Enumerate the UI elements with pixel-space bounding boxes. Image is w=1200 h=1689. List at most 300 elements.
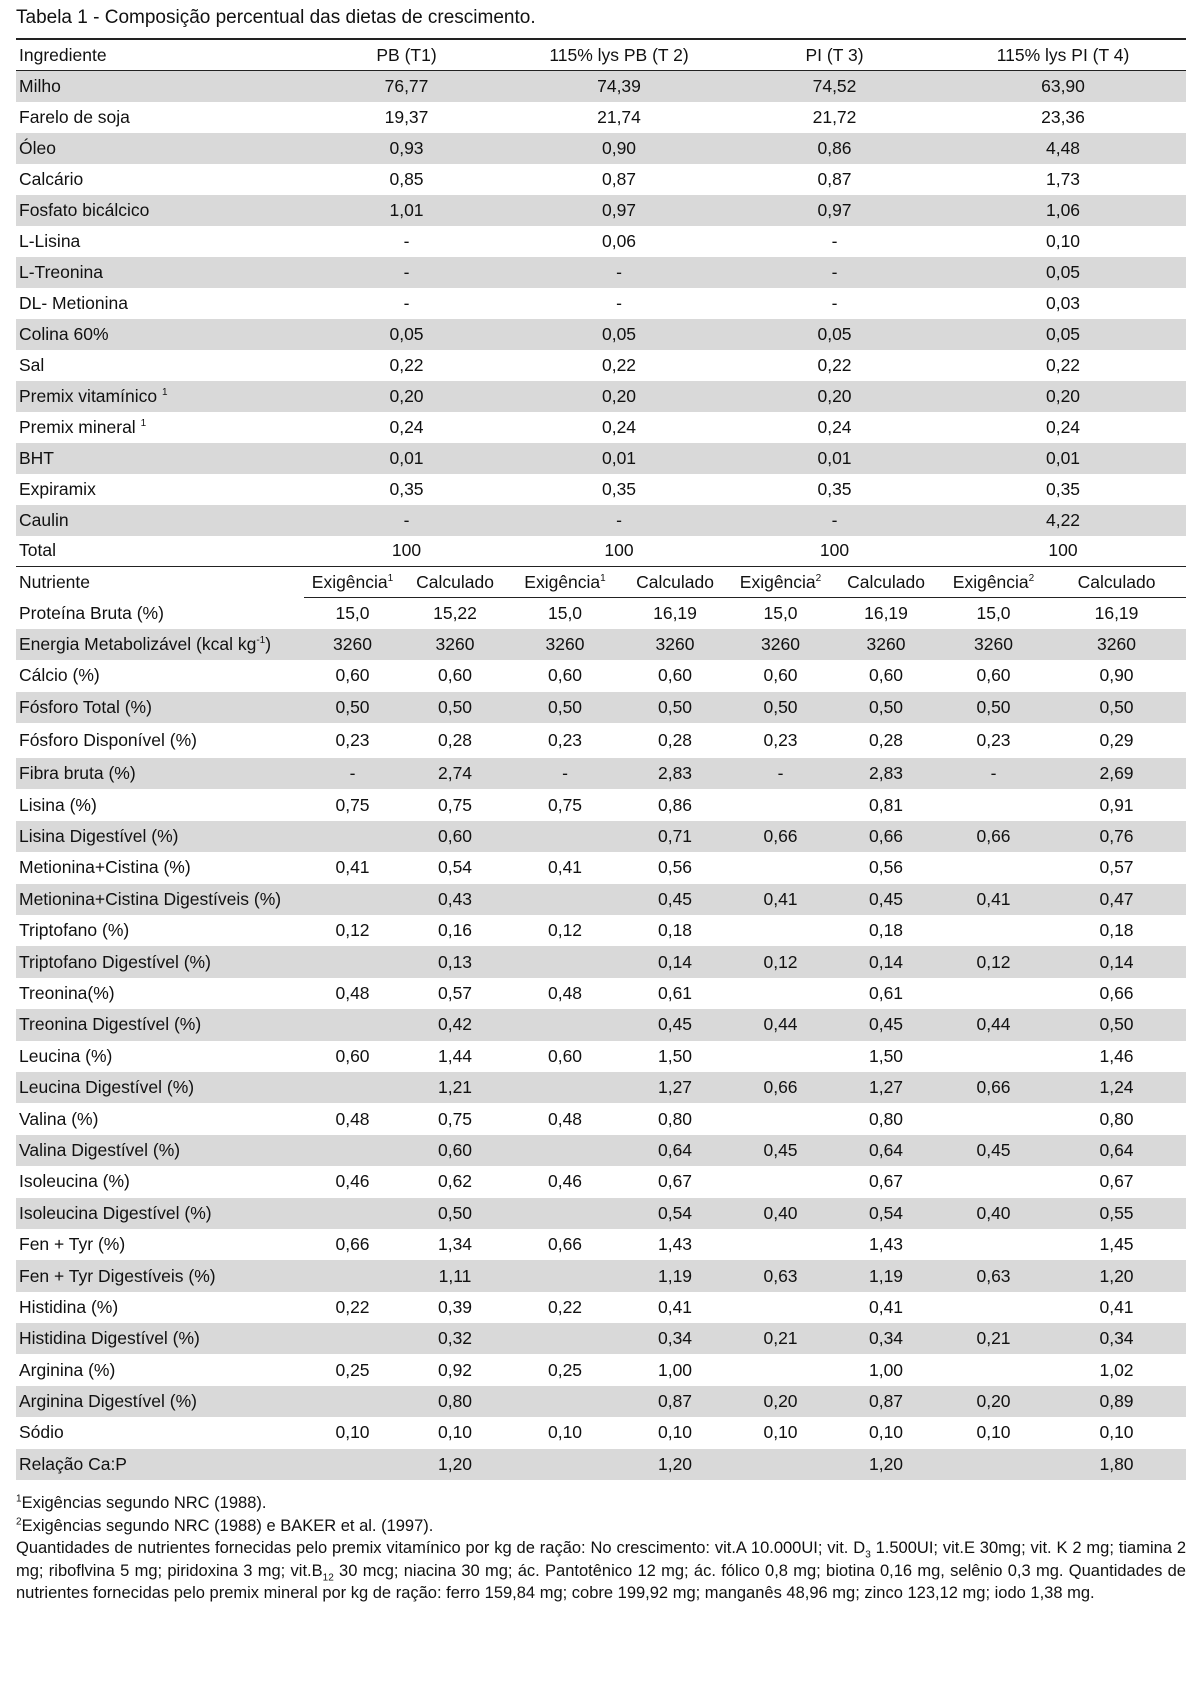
calculated-value: 3260 <box>621 629 729 660</box>
nutrient-row <box>16 1198 1186 1229</box>
requirement-value: 0,60 <box>763 665 798 686</box>
nutrient-name-text: Relação Ca:P <box>19 1453 127 1474</box>
ingredient-value: 0,35 <box>817 478 852 499</box>
calculated-value: 1,19 <box>621 1260 729 1291</box>
nutrient-name <box>16 1323 304 1354</box>
nutrient-name-text: Lisina (%) <box>19 794 97 815</box>
header-nutrient-label: Nutriente <box>16 567 304 598</box>
ingredient-value: 0,35 <box>389 478 424 499</box>
nutrient-row <box>16 1449 1186 1480</box>
requirement-value <box>304 1198 401 1229</box>
calculated-value: 0,86 <box>657 794 693 815</box>
nutrient-name <box>16 915 304 946</box>
requirement-value <box>729 1449 832 1480</box>
calculated-value: 0,87 <box>832 1386 940 1417</box>
calculated-value: 0,67 <box>1099 1171 1134 1192</box>
requirement-value: - <box>304 758 401 789</box>
calculated-value: 0,41 <box>868 1296 904 1317</box>
nutrient-row <box>16 884 1186 915</box>
ingredient-name-text: Total <box>19 540 56 561</box>
nutrient-row <box>16 629 1186 660</box>
calculated-value: 0,81 <box>868 794 904 815</box>
calculated-value: 0,67 <box>657 1171 693 1192</box>
requirement-value: 0,48 <box>547 1108 583 1129</box>
calculated-value: 1,50 <box>657 1045 693 1066</box>
ingredient-value: - <box>403 230 410 251</box>
requirement-value: 3260 <box>940 629 1047 660</box>
nutrient-name-text: Isoleucina Digestível (%) <box>19 1202 212 1223</box>
requirement-value: 0,46 <box>547 1171 583 1192</box>
requirement-value: 0,66 <box>547 1234 583 1255</box>
requirement-value <box>729 1041 832 1072</box>
calculated-value: 2,83 <box>832 758 940 789</box>
nutrient-name <box>16 598 304 629</box>
ingredient-value: 0,05 <box>940 257 1186 288</box>
requirement-value <box>509 1449 621 1480</box>
calculated-value: 1,43 <box>657 1234 693 1255</box>
requirement-value: 0,44 <box>729 1009 832 1040</box>
nutrient-name-text: Sódio <box>19 1422 64 1443</box>
nutrient-name-text: Isoleucina (%) <box>19 1171 130 1192</box>
requirement-value <box>729 1229 832 1260</box>
ingredient-value: 0,20 <box>304 381 509 412</box>
calculated-value: 0,62 <box>437 1171 473 1192</box>
ingredient-row <box>16 443 1186 474</box>
calculated-value: 0,10 <box>868 1422 904 1443</box>
requirement-value: 0,46 <box>335 1171 370 1192</box>
nutrient-header-row <box>16 567 1186 598</box>
ingredient-value: 21,72 <box>812 106 857 127</box>
ingredient-value: 74,52 <box>729 71 940 102</box>
requirement-value <box>509 1198 621 1229</box>
ingredient-value: 0,05 <box>509 319 729 350</box>
calculated-value: 0,45 <box>832 1009 940 1040</box>
nutrient-row <box>16 1041 1186 1072</box>
ingredient-value: 0,03 <box>1045 292 1081 313</box>
ingredient-value: 0,35 <box>1045 478 1081 499</box>
nutrient-name-text: Fibra bruta (%) <box>19 763 136 784</box>
ingredient-value: 0,22 <box>1045 354 1081 375</box>
ingredient-value: 100 <box>729 536 940 567</box>
requirement-value: 0,41 <box>940 884 1047 915</box>
requirement-text: Exigência <box>524 571 601 592</box>
nutrient-name-text: Leucina Digestível (%) <box>19 1077 195 1098</box>
requirement-value <box>940 1041 1047 1072</box>
requirement-value: 0,40 <box>940 1198 1047 1229</box>
nutrient-name <box>16 978 304 1009</box>
ingredient-name <box>16 443 304 474</box>
nutrient-name <box>16 1041 304 1072</box>
calculated-value: 0,45 <box>621 1009 729 1040</box>
calculated-value: 0,28 <box>868 730 904 751</box>
ingredient-name-text: DL- Metionina <box>19 292 128 313</box>
calculated-value: 0,39 <box>437 1296 473 1317</box>
calculated-value: 1,27 <box>832 1072 940 1103</box>
calculated-value: 0,45 <box>832 884 940 915</box>
calculated-value: 0,80 <box>657 1108 693 1129</box>
ingredient-name <box>16 257 304 288</box>
calculated-value: 0,50 <box>832 692 940 723</box>
requirement-value: 0,23 <box>335 730 370 751</box>
calculated-value: 0,55 <box>1047 1198 1186 1229</box>
requirement-value: - <box>940 758 1047 789</box>
calculated-value: 0,47 <box>1047 884 1186 915</box>
ingredient-row <box>16 474 1186 505</box>
nutrient-row <box>16 723 1186 758</box>
ingredient-value: 100 <box>304 536 509 567</box>
footnote-1 <box>16 1492 1186 1515</box>
ingredient-value: 0,90 <box>509 133 729 164</box>
requirement-value <box>304 1135 401 1166</box>
ingredient-row <box>16 412 1186 443</box>
requirement-value: 0,20 <box>729 1386 832 1417</box>
calculated-value: 16,19 <box>864 602 908 623</box>
ingredient-name <box>16 319 304 350</box>
diet-composition-table <box>16 38 1186 1480</box>
requirement-value: 0,60 <box>976 665 1011 686</box>
requirement-value <box>304 1449 401 1480</box>
requirement-value: 0,41 <box>729 884 832 915</box>
requirement-value: 3260 <box>509 629 621 660</box>
requirement-value: 0,41 <box>335 857 370 878</box>
calculated-value: 0,18 <box>657 920 693 941</box>
ingredient-value: 0,20 <box>509 381 729 412</box>
nutrient-row <box>16 1072 1186 1103</box>
requirement-value <box>304 884 401 915</box>
table-body <box>16 39 1186 1480</box>
header-requirement <box>304 567 401 598</box>
ingredient-name-text: Expiramix <box>19 478 96 499</box>
nutrient-row <box>16 1417 1186 1448</box>
requirement-value: 0,66 <box>729 821 832 852</box>
requirement-text: Exigência <box>311 571 388 592</box>
calculated-value: 0,54 <box>621 1198 729 1229</box>
requirement-value <box>304 1323 401 1354</box>
nutrient-name-text: Leucina (%) <box>19 1045 113 1066</box>
nutrient-row <box>16 1292 1186 1323</box>
calculated-value: 0,66 <box>1099 982 1134 1003</box>
nutrient-row <box>16 1354 1186 1385</box>
ingredient-name <box>16 195 304 226</box>
requirement-value: 15,0 <box>976 602 1011 623</box>
ingredient-value: - <box>509 257 729 288</box>
nutrient-name-text: Triptofano (%) <box>19 920 130 941</box>
requirement-value: 0,45 <box>729 1135 832 1166</box>
ingredient-header-row <box>16 39 1186 71</box>
ingredient-name-text: L-Treonina <box>19 261 103 282</box>
ingredient-name-text: Premix mineral <box>19 416 136 437</box>
requirement-text: Exigência <box>739 571 816 592</box>
ingredient-name-text: Premix vitamínico <box>19 385 158 406</box>
requirement-value <box>729 915 832 946</box>
calculated-value: 2,74 <box>401 758 509 789</box>
requirement-value: 0,10 <box>976 1422 1011 1443</box>
nutrient-name <box>16 789 304 820</box>
nutrient-name-text: Triptofano Digestível (%) <box>19 951 211 972</box>
requirement-value: 0,60 <box>547 1045 583 1066</box>
nutrient-row <box>16 1166 1186 1197</box>
ingredient-name-text: Farelo de soja <box>19 106 130 127</box>
calculated-value: 0,14 <box>621 946 729 977</box>
requirement-value <box>729 978 832 1009</box>
ingredient-value: 100 <box>509 536 729 567</box>
ingredient-value: 0,35 <box>601 478 637 499</box>
calculated-value: 1,00 <box>868 1359 904 1380</box>
ingredient-value: - <box>304 257 509 288</box>
ingredient-row <box>16 505 1186 536</box>
requirement-value: 0,10 <box>335 1422 370 1443</box>
ingredient-value: 0,10 <box>1045 230 1081 251</box>
ingredient-value: 74,39 <box>509 71 729 102</box>
ingredient-value: 4,22 <box>940 505 1186 536</box>
nutrient-row <box>16 692 1186 723</box>
requirement-value: 0,10 <box>763 1422 798 1443</box>
ingredient-value: 0,87 <box>601 168 637 189</box>
calculated-value: 1,20 <box>621 1449 729 1480</box>
ingredient-row <box>16 71 1186 102</box>
nutrient-row <box>16 598 1186 629</box>
calculated-value: 0,76 <box>1047 821 1186 852</box>
requirement-value <box>940 789 1047 820</box>
calculated-value: 0,80 <box>1099 1108 1134 1129</box>
ingredient-name-text: Calcário <box>19 168 84 189</box>
requirement-value: 0,50 <box>509 692 621 723</box>
nutrient-name-text: Arginina Digestível (%) <box>19 1391 197 1412</box>
nutrient-name <box>16 821 304 852</box>
nutrient-name <box>16 1386 304 1417</box>
requirement-value: - <box>509 758 621 789</box>
nutrient-name <box>16 629 304 660</box>
calculated-value: 0,50 <box>1047 1009 1186 1040</box>
nutrient-name <box>16 1229 304 1260</box>
requirement-value: 0,12 <box>547 920 583 941</box>
ingredient-name-text: Óleo <box>19 137 56 158</box>
header-calculated: Calculado <box>621 567 729 598</box>
requirement-value <box>509 1386 621 1417</box>
ingredient-row <box>16 350 1186 381</box>
nutrient-name-text: Histidina (%) <box>19 1296 119 1317</box>
ingredient-value: 0,24 <box>1045 416 1081 437</box>
requirement-value <box>729 1354 832 1385</box>
calculated-value: 0,60 <box>437 665 473 686</box>
ingredient-value: 0,20 <box>940 381 1186 412</box>
nutrient-name-text: Arginina (%) <box>19 1359 116 1380</box>
calculated-value: 0,64 <box>832 1135 940 1166</box>
ingredient-name <box>16 505 304 536</box>
calculated-value: 1,11 <box>401 1260 509 1291</box>
calculated-value: 0,34 <box>1047 1323 1186 1354</box>
ingredient-name <box>16 133 304 164</box>
header-ingredient-label: Ingrediente <box>16 39 304 71</box>
nutrient-name-text: Fen + Tyr Digestíveis (%) <box>19 1265 216 1286</box>
calculated-value: 1,43 <box>868 1234 904 1255</box>
nutrient-name-text: Histidina Digestível (%) <box>19 1328 200 1349</box>
calculated-value: 2,83 <box>621 758 729 789</box>
nutrient-name-text: Cálcio (%) <box>19 665 100 686</box>
calculated-value: 0,80 <box>868 1108 904 1129</box>
requirement-value: 0,60 <box>335 1045 370 1066</box>
header-treatment-1: PB (T1) <box>304 39 509 71</box>
ingredient-value: 23,36 <box>1041 106 1085 127</box>
calculated-value: 0,66 <box>832 821 940 852</box>
requirement-value: 0,48 <box>335 982 370 1003</box>
footnote-1-marker: 1 <box>16 1493 22 1505</box>
calculated-value: 1,00 <box>657 1359 693 1380</box>
calculated-value: 0,45 <box>621 884 729 915</box>
calculated-value: 0,32 <box>401 1323 509 1354</box>
requirement-value: 15,0 <box>547 602 583 623</box>
requirement-value: 0,22 <box>547 1296 583 1317</box>
requirement-value: 0,66 <box>729 1072 832 1103</box>
table-title: Tabela 1 - Composição percentual das dietas de crescimento. <box>16 7 536 28</box>
requirement-value <box>304 1386 401 1417</box>
requirement-value: 0,45 <box>940 1135 1047 1166</box>
ingredient-value: 0,24 <box>817 416 852 437</box>
nutrient-name <box>16 1354 304 1385</box>
requirement-value <box>940 1292 1047 1323</box>
nutrient-row <box>16 821 1186 852</box>
ingredient-value: 0,24 <box>601 416 637 437</box>
calculated-value: 1,80 <box>1047 1449 1186 1480</box>
ingredient-value: 0,24 <box>389 416 424 437</box>
footnote-2-text: Exigências segundo NRC (1988) e BAKER et al. (1997). <box>21 1516 434 1535</box>
calculated-value: 0,60 <box>401 1135 509 1166</box>
ingredient-value: 1,01 <box>304 195 509 226</box>
ingredient-value: 0,97 <box>509 195 729 226</box>
ingredient-name <box>16 226 304 257</box>
nutrient-name <box>16 723 304 758</box>
ingredient-value: - <box>831 292 838 313</box>
requirement-value: 0,10 <box>547 1422 583 1443</box>
nutrient-name <box>16 758 304 789</box>
ingredient-name <box>16 536 304 567</box>
requirement-value: 0,48 <box>547 982 583 1003</box>
requirement-value: 0,60 <box>547 665 583 686</box>
requirement-value <box>509 946 621 977</box>
ingredient-value: 4,48 <box>940 133 1186 164</box>
calculated-value: 0,29 <box>1099 730 1134 751</box>
ingredient-value: 1,06 <box>940 195 1186 226</box>
calculated-value: 3260 <box>832 629 940 660</box>
requirement-value: 0,25 <box>547 1359 583 1380</box>
header-calculated: Calculado <box>832 567 940 598</box>
ingredient-value: 0,93 <box>304 133 509 164</box>
requirement-value <box>509 1260 621 1291</box>
nutrient-name <box>16 1166 304 1197</box>
nutrient-row <box>16 852 1186 883</box>
requirement-value <box>304 821 401 852</box>
calculated-value: 3260 <box>401 629 509 660</box>
ingredient-value: 0,01 <box>940 443 1186 474</box>
calculated-value: 0,28 <box>657 730 693 751</box>
requirement-value <box>940 978 1047 1009</box>
calculated-value: 0,75 <box>437 794 473 815</box>
ingredient-value: - <box>729 257 940 288</box>
ingredient-name <box>16 412 304 443</box>
ingredient-row <box>16 536 1186 567</box>
requirement-value <box>940 1449 1047 1480</box>
nutrient-row <box>16 758 1186 789</box>
calculated-value: 0,60 <box>401 821 509 852</box>
requirement-value: 0,21 <box>940 1323 1047 1354</box>
nutrient-row <box>16 915 1186 946</box>
calculated-value: 0,41 <box>1099 1296 1134 1317</box>
calculated-value: 0,50 <box>401 1198 509 1229</box>
header-treatment-3: PI (T 3) <box>729 39 940 71</box>
footnote-marker: 1 <box>161 386 168 398</box>
calculated-value: 0,18 <box>1099 920 1134 941</box>
nutrient-name <box>16 1260 304 1291</box>
nutrient-name-text: Treonina Digestível (%) <box>19 1014 202 1035</box>
ingredient-name <box>16 288 304 319</box>
calculated-value: 1,02 <box>1099 1359 1134 1380</box>
calculated-value: 0,13 <box>401 946 509 977</box>
calculated-value: 0,90 <box>1099 665 1134 686</box>
calculated-value: 0,10 <box>437 1422 473 1443</box>
requirement-value <box>729 1292 832 1323</box>
header-requirement <box>729 567 832 598</box>
requirement-value <box>940 852 1047 883</box>
nutrient-name <box>16 1135 304 1166</box>
header-requirement <box>940 567 1047 598</box>
calculated-value: 0,57 <box>437 982 473 1003</box>
requirement-value: 0,66 <box>940 821 1047 852</box>
nutrient-name <box>16 1072 304 1103</box>
calculated-value: 0,57 <box>1099 857 1134 878</box>
calculated-value: 2,69 <box>1047 758 1186 789</box>
nutrient-name <box>16 1198 304 1229</box>
requirement-value <box>304 1260 401 1291</box>
calculated-value: 0,87 <box>621 1386 729 1417</box>
requirement-value <box>940 1166 1047 1197</box>
calculated-value: 0,56 <box>868 857 904 878</box>
ingredient-name-text: Sal <box>19 354 45 375</box>
calculated-value: 1,45 <box>1099 1234 1134 1255</box>
nutrient-row <box>16 660 1186 691</box>
nutrient-name-text: Metionina+Cistina (%) <box>19 857 191 878</box>
ingredient-row <box>16 102 1186 133</box>
calculated-value: 1,21 <box>401 1072 509 1103</box>
premix-note-sub-b: 12 <box>322 1571 334 1583</box>
calculated-value: 15,22 <box>433 602 477 623</box>
calculated-value: 1,20 <box>1047 1260 1186 1291</box>
ingredient-value: 0,05 <box>940 319 1186 350</box>
unit-superscript: -1 <box>256 635 266 647</box>
requirement-value: 0,66 <box>940 1072 1047 1103</box>
ingredient-value: 63,90 <box>940 71 1186 102</box>
requirement-value <box>304 1072 401 1103</box>
requirement-value <box>940 1229 1047 1260</box>
nutrient-name-suffix: ) <box>265 634 272 655</box>
ingredient-name-text: Caulin <box>19 509 69 530</box>
ingredient-value: 0,22 <box>817 354 852 375</box>
calculated-value: 16,19 <box>653 602 697 623</box>
requirement-value <box>509 1135 621 1166</box>
calculated-value: 0,41 <box>657 1296 693 1317</box>
requirement-value: 0,12 <box>940 946 1047 977</box>
nutrient-name-text: Treonina(%) <box>19 982 115 1003</box>
requirement-value <box>304 946 401 977</box>
ingredient-name <box>16 102 304 133</box>
nutrient-name <box>16 852 304 883</box>
calculated-value: 0,34 <box>621 1323 729 1354</box>
calculated-value: 0,64 <box>1047 1135 1186 1166</box>
ingredient-value: 0,01 <box>304 443 509 474</box>
requirement-value: 0,21 <box>729 1323 832 1354</box>
calculated-value: 0,10 <box>1099 1422 1134 1443</box>
requirement-value: 0,41 <box>547 857 583 878</box>
requirement-value: 0,23 <box>547 730 583 751</box>
